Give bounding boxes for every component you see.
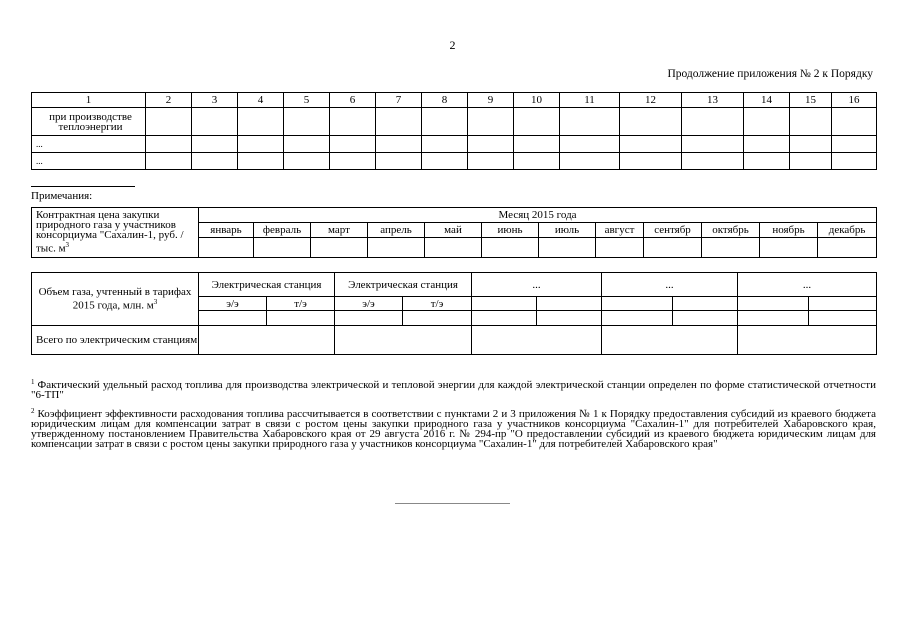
table-cell (422, 108, 468, 136)
sub-header-ee: э/э (199, 297, 267, 311)
sub-header-te: т/э (403, 297, 472, 311)
month-label: февраль (254, 223, 311, 238)
table-cell (809, 297, 877, 311)
table-cell (744, 153, 790, 170)
table-cell (403, 311, 472, 326)
month-label: ноябрь (760, 223, 818, 238)
table-cell (832, 136, 877, 153)
contract-price-label: Контрактная цена закупки природного газа у участников консорциума "Сахалин-1, руб. / тыс. $м^3$ (32, 208, 199, 258)
table-cell (284, 108, 330, 136)
table-cell (472, 297, 537, 311)
station-header: Электрическая станция (335, 273, 472, 297)
table-cell (738, 311, 809, 326)
row-label-dots: ... (32, 136, 146, 153)
table-cell (468, 153, 514, 170)
column-header: 8 (422, 93, 468, 108)
table-cell (330, 153, 376, 170)
column-header: 14 (744, 93, 790, 108)
table-cell (738, 297, 809, 311)
notes-divider (31, 186, 135, 187)
table-cell (673, 297, 738, 311)
column-header: 6 (330, 93, 376, 108)
table-cell (620, 153, 682, 170)
main-table (31, 92, 877, 170)
month-label: апрель (368, 223, 425, 238)
table-header-row (32, 93, 877, 108)
table-cell (596, 238, 644, 258)
notes-title: Примечания: (31, 190, 93, 202)
footnote-1: $^1$ Фактический удельный расход топлива для производства электрической и тепловой энергии для каждой электрической станции определен по форме статистической отчетности "6-ТП" (31, 378, 876, 401)
column-header: 1 (32, 93, 146, 108)
month-label: март (311, 223, 368, 238)
table-cell (192, 136, 238, 153)
column-header: 13 (682, 93, 744, 108)
contract-price-table (31, 207, 877, 258)
table-cell (818, 238, 877, 258)
table-cell (644, 238, 702, 258)
table-cell (192, 108, 238, 136)
table-cell (468, 108, 514, 136)
table-cell (284, 136, 330, 153)
month-label: июнь (482, 223, 539, 238)
table-cell (199, 311, 267, 326)
column-header: 7 (376, 93, 422, 108)
table-cell (738, 326, 877, 355)
table-cell (199, 326, 335, 355)
column-header: 2 (146, 93, 192, 108)
ellipsis-header: ... (738, 273, 877, 297)
sub-header-ee: э/э (335, 297, 403, 311)
table-row (32, 153, 877, 170)
table-cell (537, 311, 602, 326)
month-label: июль (539, 223, 596, 238)
table-cell (602, 297, 673, 311)
gas-volume-label: Объем газа, учтенный в тарифах 2015 года, млн. $м^3$ (32, 273, 199, 326)
table-cell (702, 238, 760, 258)
column-header: 16 (832, 93, 877, 108)
table-cell (560, 153, 620, 170)
continuation-title: Продолжение приложения № 2 к Порядку (667, 68, 873, 80)
table-cell (560, 136, 620, 153)
month-label: декабрь (818, 223, 877, 238)
table-cell (330, 136, 376, 153)
table-cell (514, 153, 560, 170)
table-cell (192, 153, 238, 170)
table-cell (472, 326, 602, 355)
page-number: 2 (449, 38, 456, 52)
table-cell (682, 153, 744, 170)
table-cell (311, 238, 368, 258)
table-cell (537, 297, 602, 311)
sub-header-te: т/э (267, 297, 335, 311)
table-cell (238, 136, 284, 153)
table-cell (146, 153, 192, 170)
table-cell (560, 108, 620, 136)
month-label: май (425, 223, 482, 238)
column-header: 3 (192, 93, 238, 108)
table-cell (238, 108, 284, 136)
table-cell (790, 153, 832, 170)
row-label-dots: ... (32, 153, 146, 170)
table-cell (602, 311, 673, 326)
table-cell (335, 326, 472, 355)
station-header: Электрическая станция (199, 273, 335, 297)
gas-volume-table (31, 272, 877, 355)
table-cell (620, 136, 682, 153)
table-cell (602, 326, 738, 355)
table-cell (790, 108, 832, 136)
table-cell (620, 108, 682, 136)
table-cell (422, 136, 468, 153)
table-row (32, 208, 877, 223)
table-cell (790, 136, 832, 153)
table-cell (425, 238, 482, 258)
table-cell (199, 238, 254, 258)
table-row (32, 273, 877, 297)
table-cell (809, 311, 877, 326)
ellipsis-header: ... (602, 273, 738, 297)
ellipsis-header: ... (472, 273, 602, 297)
table-cell (760, 238, 818, 258)
table-cell (482, 238, 539, 258)
column-header: 12 (620, 93, 682, 108)
month-label: сентябр (644, 223, 702, 238)
total-label: Всего по электрическим станциям (32, 326, 199, 355)
table-cell (744, 108, 790, 136)
month-header: Месяц 2015 года (199, 208, 877, 223)
table-cell (146, 136, 192, 153)
column-header: 4 (238, 93, 284, 108)
table-cell (539, 238, 596, 258)
month-label: октябрь (702, 223, 760, 238)
table-cell (422, 153, 468, 170)
table-cell (514, 136, 560, 153)
table-cell (468, 136, 514, 153)
table-row (32, 326, 877, 355)
end-divider (395, 503, 510, 504)
month-label: январь (199, 223, 254, 238)
table-cell (254, 238, 311, 258)
table-cell (335, 311, 403, 326)
column-header: 15 (790, 93, 832, 108)
table-cell (832, 153, 877, 170)
table-cell (267, 311, 335, 326)
table-cell (146, 108, 192, 136)
column-header: 5 (284, 93, 330, 108)
month-label: август (596, 223, 644, 238)
table-cell (673, 311, 738, 326)
table-cell (744, 136, 790, 153)
table-cell (376, 108, 422, 136)
footnote-2: $^2$ Коэффициент эффективности расходования топлива рассчитывается в соответствии с пунктами 2 и 3 приложения № 1 к Порядку предоставления субсидий из краевого бюджета юридическим лицам для компенсации затрат в связи с ростом цены закупки природного газа у участников консорциума "Сахалин-1" для потребителей Хабаровского края, утвержденному постановлением Правительства Хабаровского края от 29 августа 2016 г. № 294-пр "О предоставлении субсидий из краевого бюджета юридическим лицам для компенсации затрат в связи с ростом цены закупки природного газа у участников консорциума "Сахалин-1" для потребителей Хабаровского края" (31, 407, 876, 450)
table-cell (376, 153, 422, 170)
table-cell (472, 311, 537, 326)
table-row (32, 108, 877, 136)
table-cell (832, 108, 877, 136)
table-cell (376, 136, 422, 153)
table-cell (284, 153, 330, 170)
table-row (32, 136, 877, 153)
table-cell (682, 108, 744, 136)
table-cell (330, 108, 376, 136)
table-cell (238, 153, 284, 170)
table-cell (514, 108, 560, 136)
column-header: 11 (560, 93, 620, 108)
table-cell (682, 136, 744, 153)
table-cell (368, 238, 425, 258)
column-header: 10 (514, 93, 560, 108)
row-label-heat-production: при производстве теплоэнергии (32, 108, 146, 136)
column-header: 9 (468, 93, 514, 108)
